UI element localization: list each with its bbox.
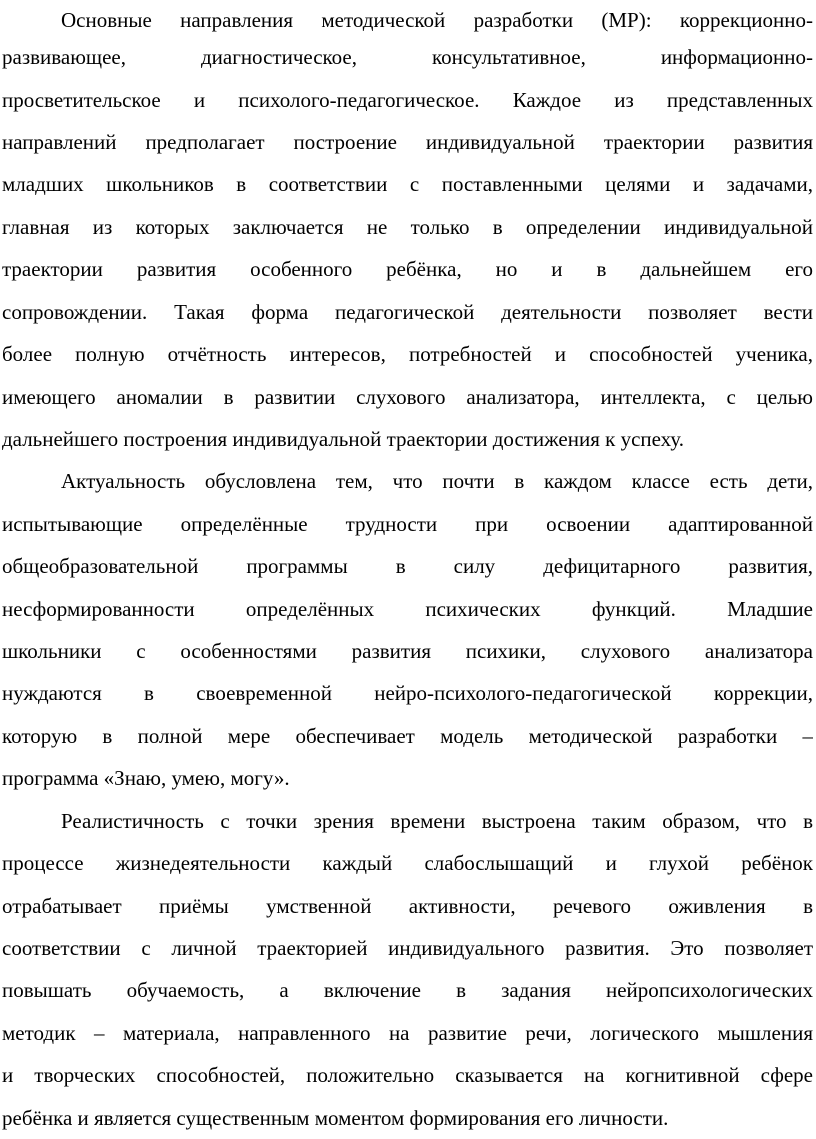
paragraph-1-line-9: более полную отчётность интересов, потребностей и способностей ученика, xyxy=(2,342,813,366)
paragraph-3-line-8: ребёнка и является существенным моментом формирования его личности. xyxy=(2,1106,669,1130)
paragraph-2-line-4: несформированности определённых психических функций. Младшие xyxy=(2,597,813,621)
paragraph-1-line-2: развивающее, диагностическое, консультативное, информационно- xyxy=(2,45,813,69)
paragraph-1-line-11: дальнейшего построения индивидуальной траектории достижения к успеху. xyxy=(2,427,685,451)
paragraph-3-line-5: повышать обучаемость, а включение в задания нейропсихологических xyxy=(2,978,813,1002)
paragraph-1-line-6: главная из которых заключается не только в определении индивидуальной xyxy=(2,215,813,239)
paragraph-2-line-6: нуждаются в своевременной нейро-психолого-педагогической коррекции, xyxy=(2,681,813,705)
paragraph-3-line-1: Реалистичность с точки зрения времени выстроена таким образом, что в xyxy=(61,809,813,833)
paragraph-2-line-3: общеобразовательной программы в силу дефицитарного развития, xyxy=(2,554,813,578)
paragraph-1-line-3: просветительское и психолого-педагогическое. Каждое из представленных xyxy=(2,88,813,112)
paragraph-1-line-1: Основные направления методической разработки (МР): коррекционно- xyxy=(61,8,813,32)
paragraph-2-line-1: Актуальность обусловлена тем, что почти в каждом классе есть дети, xyxy=(61,469,813,493)
paragraph-3-line-4: соответствии с личной траекторией индивидуального развития. Это позволяет xyxy=(2,936,813,960)
paragraph-3-line-6: методик – материала, направленного на развитие речи, логического мышления xyxy=(2,1021,813,1045)
paragraph-1-line-7: траектории развития особенного ребёнка, но и в дальнейшем его xyxy=(2,257,813,281)
paragraph-1-line-5: младших школьников в соответствии с поставленными целями и задачами, xyxy=(2,172,813,196)
paragraph-2-line-5: школьники с особенностями развития психики, слухового анализатора xyxy=(2,639,813,663)
paragraph-3-line-3: отрабатывает приёмы умственной активности, речевого оживления в xyxy=(2,894,813,918)
paragraph-2-line-8: программа «Знаю, умею, могу». xyxy=(2,766,290,790)
paragraph-2-line-7: которую в полной мере обеспечивает модель методической разработки – xyxy=(2,724,813,748)
paragraph-3-line-7: и творческих способностей, положительно сказывается на когнитивной сфере xyxy=(2,1063,813,1087)
paragraph-1-line-4: направлений предполагает построение индивидуальной траектории развития xyxy=(2,130,813,154)
paragraph-3-line-2: процессе жизнедеятельности каждый слабослышащий и глухой ребёнок xyxy=(2,851,813,875)
paragraph-1-line-8: сопровождении. Такая форма педагогической деятельности позволяет вести xyxy=(2,300,813,324)
paragraph-2-line-2: испытывающие определённые трудности при освоении адаптированной xyxy=(2,512,813,536)
paragraph-1-line-10: имеющего аномалии в развитии слухового анализатора, интеллекта, с целью xyxy=(2,385,813,409)
